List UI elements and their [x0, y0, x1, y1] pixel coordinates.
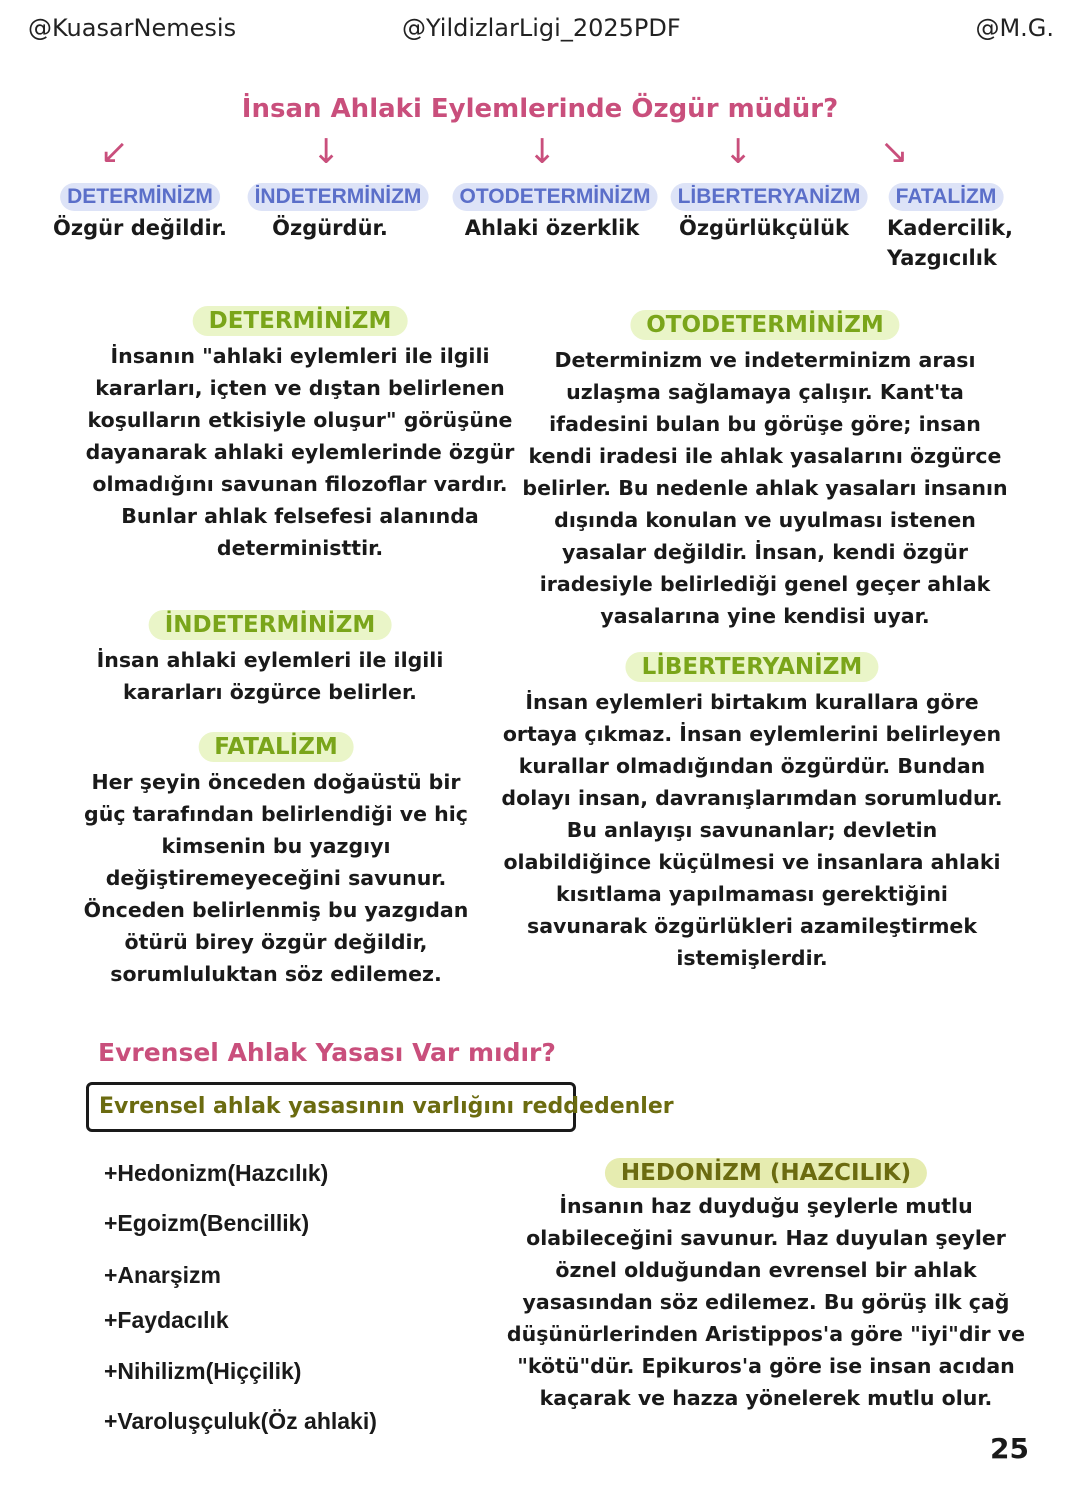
header-center-handle: @YildizlarLigi_2025PDF: [402, 14, 681, 42]
section-line: istemişlerdir.: [676, 946, 828, 970]
section-line: İnsanın "ahlaki eylemleri ile ilgili: [110, 344, 490, 368]
section-liberteryanizm: [501, 652, 1002, 974]
curved-arrow-icon: ↘: [880, 132, 909, 172]
list-item: +Varoluşçuluk(Öz ahlaki): [104, 1408, 377, 1434]
section-line: iradesiyle belirlediği genel geçer ahlak: [539, 572, 991, 596]
page-title: İnsan Ahlaki Eylemlerinde Özgür müdür?: [241, 94, 839, 124]
overview-desc-line: Yazgıcılık: [886, 246, 997, 270]
section-line: yasasından söz edilemez. Bu görüş ilk çağ: [522, 1290, 1010, 1314]
list-item: +Nihilizm(Hiççilik): [104, 1358, 302, 1384]
section-line: güç tarafından belirlendiği ve hiç: [84, 802, 468, 826]
section-line: değiştiremeyeceğini savunur.: [105, 866, 447, 890]
section-heading: OTODETERMİNİZM: [630, 310, 900, 340]
section-line: yasalar değildir. İnsan, kendi özgür: [561, 540, 969, 564]
overview-label: İNDETERMİNİZM: [248, 183, 429, 211]
down-arrow-icon: ↓: [312, 132, 341, 172]
section-line: öznel olduğundan evrensel bir ahlak: [555, 1258, 977, 1282]
section-line: Önceden belirlenmiş bu yazgıdan: [83, 898, 469, 922]
section-line: belirler. Bu nedenle ahlak yasaları insanın: [522, 476, 1008, 500]
section-line: sorumluluktan söz edilemez.: [110, 962, 442, 986]
section-line: uzlaşma sağlamaya çalışır. Kant'ta: [566, 380, 964, 404]
overview-label: DETERMİNİZM: [60, 183, 220, 211]
overview-desc: [887, 216, 1013, 270]
list-item: +Anarşizm: [104, 1262, 221, 1288]
section-line: kimsenin bu yazgıyı: [161, 834, 391, 858]
header-left-handle: @KuasarNemesis: [28, 14, 237, 42]
section-line: "kötü"dür. Epikuros'a göre ise insan acıdan: [517, 1354, 1015, 1378]
overview-desc: Özgürdür.: [272, 216, 388, 240]
section-line: İnsanın haz duyduğu şeylerle mutlu: [559, 1194, 973, 1218]
section-line: savunarak özgürlükleri azamileştirmek: [527, 914, 977, 938]
overview-label: LİBERTERYANİZM: [671, 183, 868, 211]
section-heading: HEDONİZM (HAZCILIK): [605, 1158, 927, 1188]
list-item: +Faydacılık: [104, 1307, 229, 1333]
section-line: İnsan ahlaki eylemleri ile ilgili: [96, 648, 444, 672]
section-line: dışında konulan ve uyulması istenen: [554, 508, 976, 532]
section-line: İnsan eylemleri birtakım kurallara göre: [525, 690, 979, 714]
section-line: olabileceğini savunur. Haz duyulan şeyler: [526, 1226, 1006, 1250]
overview-desc: Ahlaki özerklik: [464, 216, 640, 240]
section-hedonizm: [507, 1158, 1025, 1414]
section-heading: DETERMİNİZM: [193, 306, 408, 336]
section-line: kurallar olmadığından özgürdür. Bundan: [518, 754, 986, 778]
section-line: kısıtlama yapılmaması gerektiğini: [556, 882, 948, 906]
curved-arrow-icon: ↙: [100, 132, 129, 172]
section-fatalizm: [84, 732, 469, 990]
section-heading: LİBERTERYANİZM: [626, 652, 879, 682]
section-indeterminizm: [97, 610, 444, 708]
section-line: olabildiğince küçülmesi ve insanlara ahlaki: [503, 850, 1001, 874]
section-line: kararları özgürce belirler.: [123, 680, 417, 704]
list-item: +Egoizm(Bencillik): [104, 1210, 310, 1236]
section-otodeterminizm: [522, 310, 1007, 632]
down-arrow-icon: ↓: [724, 132, 753, 172]
page-number: 25: [990, 1432, 1029, 1465]
universal-law-title: Evrensel Ahlak Yasası Var mıdır?: [98, 1038, 556, 1067]
overview-label: FATALİZM: [889, 183, 1004, 211]
section-line: yasalarına yine kendisi uyar.: [600, 604, 930, 628]
overview-desc: Özgürlükçülük: [678, 216, 850, 240]
section-line: ötürü birey özgür değildir,: [124, 930, 428, 954]
section-line: koşulların etkisiyle oluşur" görüşüne: [87, 408, 513, 432]
section-line: kararları, içten ve dıştan belirlenen: [95, 376, 505, 400]
section-line: ortaya çıkmaz. İnsan eylemlerini belirleyen: [502, 722, 1002, 746]
overview-desc-line: Kadercilik,: [886, 216, 1014, 240]
section-line: Determinizm ve indeterminizm arası: [554, 348, 976, 372]
section-determinizm: [86, 306, 515, 564]
list-item: +Hedonizm(Hazcılık): [104, 1160, 329, 1186]
section-line: Bunlar ahlak felsefesi alanında: [121, 504, 479, 528]
section-line: kendi iradesi ile ahlak yasalarını özgürce: [528, 444, 1002, 468]
overview-label: OTODETERMİNİZM: [453, 183, 658, 211]
section-line: kaçarak ve hazza yönelerek mutlu olur.: [539, 1386, 993, 1410]
rejecters-box: Evrensel ahlak yasasının varlığını reddedenler: [86, 1082, 576, 1132]
section-line: ifadesini bulan bu görüşe göre; insan: [549, 412, 981, 436]
down-arrow-icon: ↓: [528, 132, 557, 172]
section-line: düşünürlerinden Aristippos'a göre "iyi"dir ve: [506, 1322, 1026, 1346]
section-heading: İNDETERMİNİZM: [149, 610, 392, 640]
section-line: dolayı insan, davranışlarımdan sorumludur.: [501, 786, 1003, 810]
section-heading: FATALİZM: [198, 732, 354, 762]
overview-desc: Özgür değildir.: [53, 216, 227, 240]
header-right-handle: @M.G.: [975, 14, 1054, 42]
section-line: olmadığını savunan filozoflar vardır.: [92, 472, 508, 496]
section-line: dayanarak ahlaki eylemlerinde özgür: [85, 440, 515, 464]
section-line: Bu anlayışı savunanlar; devletin: [566, 818, 938, 842]
section-line: Her şeyin önceden doğaüstü bir: [91, 770, 461, 794]
section-line: deterministtir.: [216, 536, 384, 560]
